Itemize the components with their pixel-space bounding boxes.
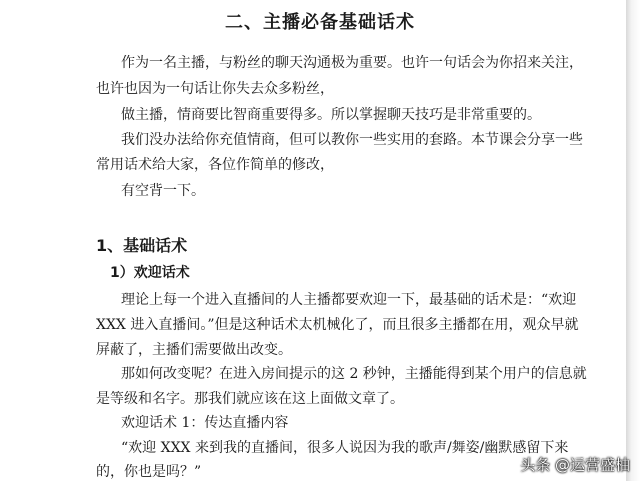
intro-line: 有空背一下。 [121,183,205,199]
section-heading: 1、基础话术 [96,236,188,255]
document-title: 二、主播必备基础话术 [225,12,415,33]
intro-line: 我们没办法给你充值情商，但可以教你一些实用的套路。本节课会分享一些 [121,132,583,148]
intro-line: 作为一名主播，与粉丝的聊天沟通极为重要。也许一句话会为你招来关注， [121,55,583,71]
body-line: 是等级和名字。那我们就应该在这上面做文章了。 [96,391,404,407]
body-line: “欢迎 XXX 来到我的直播间，很多人说因为我的歌声/舞姿/幽默感留下来 [121,440,569,456]
watermark: 头条 @运营盛柚 [520,456,630,474]
page-edge-shadow [626,0,640,481]
intro-line: 常用话术给大家，各位作简单的修改， [96,157,334,173]
body-line: 理论上每一个进入直播间的人主播都要欢迎一下，最基础的话术是：“欢迎 [121,292,577,308]
intro-line: 也许也因为一句话让你失去众多粉丝， [96,81,334,97]
subsection-heading: 1）欢迎话术 [110,265,190,281]
body-line: 的，你也是吗？” [96,464,202,480]
body-line: XXX 进入直播间。”但是这种话术太机械化了，而且很多主播都在用，观众早就 [96,317,579,333]
body-line: 那如何改变呢？在进入房间提示的这 2 秒钟，主播能得到某个用户的信息就 [121,366,587,382]
body-line: 屏蔽了，主播们需要做出改变。 [96,342,292,358]
body-line: 欢迎话术 1：传达直播内容 [121,415,289,431]
intro-line: 做主播，情商要比智商重要得多。所以掌握聊天技巧是非常重要的。 [121,107,541,123]
